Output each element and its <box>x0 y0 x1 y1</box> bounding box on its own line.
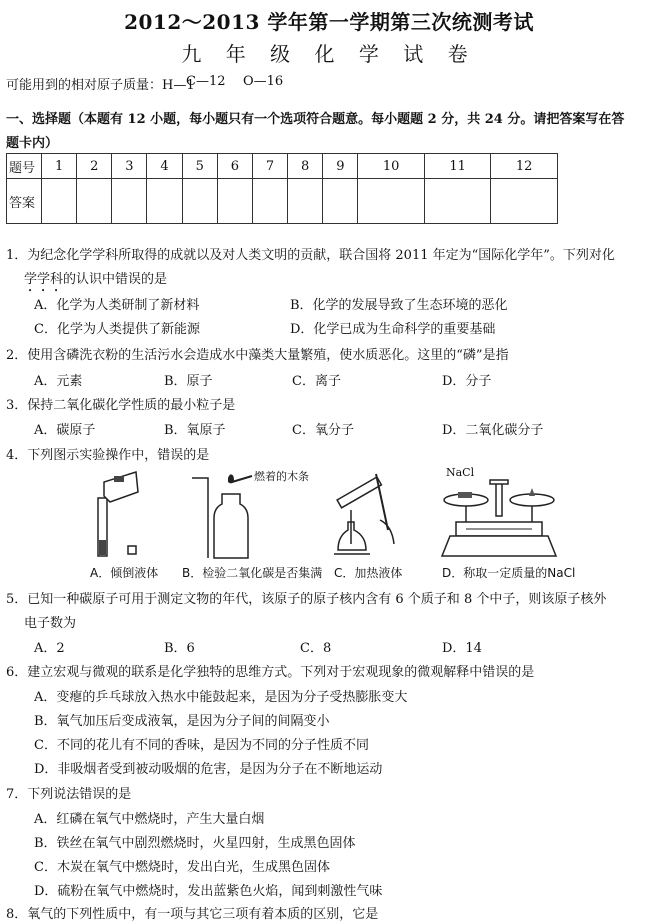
answer-cell[interactable] <box>491 179 558 224</box>
q6-stem: 6．建立宏观与微观的联系是化学独特的思维方式。下列对于宏观现象的微观解释中错误的是 <box>6 665 535 680</box>
q1-option-d[interactable]: D．化学已成为生命科学的重要基础 <box>290 322 496 337</box>
answer-cell[interactable] <box>217 179 252 224</box>
q1-stem-line1: 1．为纪念化学学科所取得的成就以及对人类文明的贡献，联合国将 2011 年定为“国际化学年”。下列对化 <box>6 248 615 263</box>
q1-stem-rest: 的认识中错误的是 <box>63 272 168 287</box>
q7-option-a[interactable]: A．红磷在氧气中燃烧时，产生大量白烟 <box>34 812 265 827</box>
question-number-cell: 5 <box>182 154 217 179</box>
q7-option-d[interactable]: D．硫粉在氧气中燃烧时，发出蓝紫色火焰，闻到刺激性气味 <box>34 884 383 899</box>
question-number-cell: 10 <box>358 154 424 179</box>
q5-stem-line2: 电子数为 <box>24 616 77 631</box>
figure-caption-a: A．倾倒液体 <box>90 566 159 580</box>
section-heading-line1: 一、选择题（本题有 12 小题，每小题只有一个选项符合题意。每小题题 2 分，共 24 分。请把答案写在答 <box>6 112 625 127</box>
atomic-mass-c: C—12 <box>186 74 226 89</box>
section-heading-line2: 题卡内） <box>6 136 59 151</box>
q1-option-a[interactable]: A．化学为人类研制了新材料 <box>34 298 200 313</box>
q6-option-a[interactable]: A．变瘪的乒乓球放入热水中能鼓起来，是因为分子受热膨胀变大 <box>34 690 408 705</box>
atomic-mass-o: O—16 <box>243 74 284 89</box>
q7-option-b[interactable]: B．铁丝在氧气中剧烈燃烧时，火星四射，生成黑色固体 <box>34 836 356 851</box>
burning-stick-label: 燃着的木条 <box>254 470 309 483</box>
question-number-cell: 1 <box>42 154 77 179</box>
q2-option-b[interactable]: B．原子 <box>164 374 213 389</box>
q3-option-d[interactable]: D．二氧化碳分子 <box>442 423 544 438</box>
q5-stem-line1: 5．已知一种碳原子可用于测定文物的年代，该原子的原子核内含有 6 个质子和 8 个中子，则该原子核外 <box>6 592 607 607</box>
question-number-cell: 11 <box>424 154 490 179</box>
q3-option-a[interactable]: A．碳原子 <box>34 423 96 438</box>
q7-option-c[interactable]: C．木炭在氧气中燃烧时，发出白光，生成黑色固体 <box>34 860 330 875</box>
q6-option-d[interactable]: D．非吸烟者受到被动吸烟的危害，是因为分子在不断地运动 <box>34 762 383 777</box>
q4-stem: 4．下列图示实验操作中，错误的是 <box>6 448 210 463</box>
answer-cell[interactable] <box>112 179 147 224</box>
q1-emphasis: 学学科 <box>24 272 64 287</box>
nacl-label: NaCl <box>446 466 475 479</box>
answer-table <box>6 153 558 224</box>
answer-cell[interactable] <box>252 179 287 224</box>
q1-stem-line2 <box>24 268 167 295</box>
q3-stem: 3．保持二氧化碳化学性质的最小粒子是 <box>6 398 236 413</box>
question-number-cell: 2 <box>77 154 112 179</box>
q5-option-d[interactable]: D．14 <box>442 641 482 656</box>
balance-scale-illustration <box>440 476 560 562</box>
q5-option-a[interactable]: A．2 <box>34 641 65 656</box>
answer-cell[interactable] <box>323 179 358 224</box>
question-number-cell: 12 <box>491 154 558 179</box>
q8-stem: 8．氧气的下列性质中，有一项与其它三项有着本质的区别，它是 <box>6 907 379 922</box>
q1-option-c[interactable]: C．化学为人类提供了新能源 <box>34 322 200 337</box>
figure-caption-b: B．检验二氧化碳是否集满 <box>182 566 323 580</box>
q3-option-b[interactable]: B．氧原子 <box>164 423 226 438</box>
question-number-cell: 6 <box>217 154 252 179</box>
co2-test-illustration <box>190 470 260 560</box>
exam-subtitle: 九 年 级 化 学 试 卷 <box>181 42 477 66</box>
figure-caption-c: C．加热液体 <box>334 566 403 580</box>
answer-cell[interactable] <box>77 179 112 224</box>
row-label-answer: 答案 <box>7 179 42 224</box>
answer-cell[interactable] <box>424 179 490 224</box>
answer-cell[interactable] <box>288 179 323 224</box>
row-label-number: 题号 <box>7 154 42 179</box>
q6-option-c[interactable]: C．不同的花儿有不同的香味，是因为不同的分子性质不同 <box>34 738 369 753</box>
q5-option-b[interactable]: B．6 <box>164 641 195 656</box>
q6-option-b[interactable]: B．氧气加压后变成液氧，是因为分子间的间隔变小 <box>34 714 330 729</box>
q4-figure-experiments <box>90 466 576 584</box>
answer-cell[interactable] <box>147 179 182 224</box>
answer-cell[interactable] <box>42 179 77 224</box>
q7-stem: 7．下列说法错误的是 <box>6 787 132 802</box>
q1-option-b[interactable]: B．化学的发展导致了生态环境的恶化 <box>290 298 508 313</box>
q3-option-c[interactable]: C．氧分子 <box>292 423 354 438</box>
question-number-cell: 9 <box>323 154 358 179</box>
q5-option-c[interactable]: C．8 <box>300 641 332 656</box>
heating-liquid-illustration <box>330 470 400 558</box>
answer-cell[interactable] <box>182 179 217 224</box>
answer-cell[interactable] <box>358 179 424 224</box>
figure-caption-d: D．称取一定质量的NaCl <box>442 566 576 580</box>
q2-option-d[interactable]: D．分子 <box>442 374 492 389</box>
q2-stem: 2．使用含磷洗衣粉的生活污水会造成水中藻类大量繁殖，使水质恶化。这里的“磷”是指 <box>6 348 509 363</box>
answer-table-number-row <box>7 154 558 179</box>
question-number-cell: 4 <box>147 154 182 179</box>
question-number-cell: 3 <box>112 154 147 179</box>
answer-table-answer-row <box>7 179 558 224</box>
exam-title: 2012～2013 学年第一学期第三次统测考试 <box>124 10 534 34</box>
pouring-liquid-illustration <box>90 468 160 560</box>
question-number-cell: 7 <box>252 154 287 179</box>
q2-option-c[interactable]: C．离子 <box>292 374 341 389</box>
q2-option-a[interactable]: A．元素 <box>34 374 83 389</box>
question-number-cell: 8 <box>288 154 323 179</box>
atomic-mass-h: 可能用到的相对原子质量：H—1 <box>6 78 195 93</box>
